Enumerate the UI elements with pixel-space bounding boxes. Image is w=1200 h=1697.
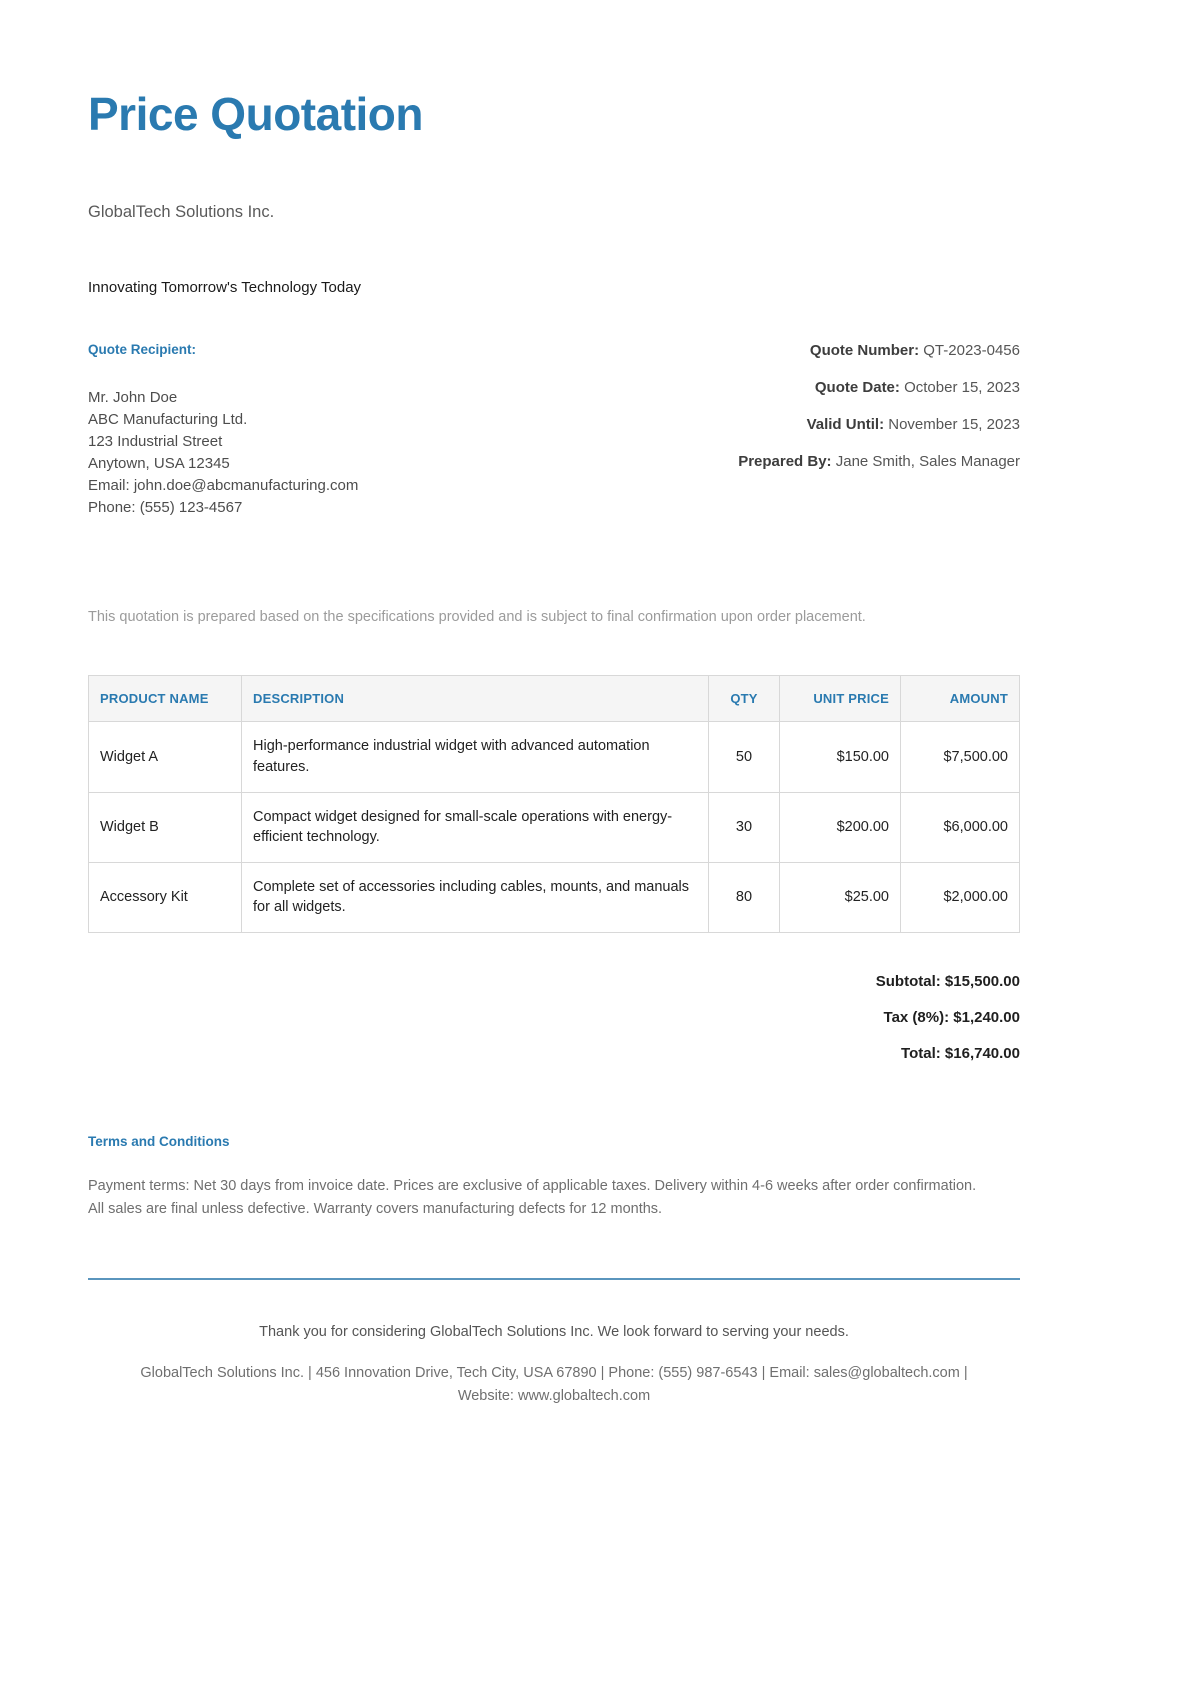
tax-row (88, 1009, 1020, 1026)
quote-number-value: QT-2023-0456 (923, 341, 1020, 359)
cell-description: Compact widget designed for small-scale operations with energy-efficient technology. (242, 792, 709, 862)
grand-total-value: $16,740.00 (944, 1044, 1020, 1062)
cell-unit-price: $200.00 (780, 792, 901, 862)
page-title: Price Quotation (88, 88, 423, 140)
cell-qty: 30 (709, 792, 780, 862)
totals-block (88, 973, 1020, 1062)
prepared-by-value: Jane Smith, Sales Manager (835, 452, 1020, 470)
column-header-qty: QTY (709, 675, 780, 722)
terms-heading: Terms and Conditions (88, 1133, 230, 1149)
valid-until-label: Valid Until: (806, 415, 885, 433)
cell-product-name: Widget A (89, 722, 242, 792)
recipient-city-state-zip: Anytown, USA 12345 (88, 455, 230, 473)
column-header-description: DESCRIPTION (242, 675, 709, 722)
prepared-by-row (604, 453, 1020, 470)
cell-amount: $2,000.00 (901, 862, 1020, 932)
quote-details-block (604, 342, 1020, 470)
intro-note: This quotation is prepared based on the specifications provided and is subject to final confirmation upon order placement. (88, 609, 866, 626)
table-header-row (89, 675, 1020, 722)
recipient-street: 123 Industrial Street (88, 432, 223, 450)
recipient-company: ABC Manufacturing Ltd. (88, 410, 248, 428)
subtotal-value: $15,500.00 (944, 972, 1020, 990)
cell-unit-price: $150.00 (780, 722, 901, 792)
company-tagline: Innovating Tomorrow's Technology Today (88, 278, 362, 296)
column-header-amount: AMOUNT (901, 675, 1020, 722)
grand-total-label: Total: (901, 1044, 941, 1062)
quote-date-label: Quote Date: (814, 378, 900, 396)
cell-description: High-performance industrial widget with advanced automation features. (242, 722, 709, 792)
footer-contact-text: GlobalTech Solutions Inc. | 456 Innovation Drive, Tech City, USA 67890 | Phone: (555) 987-6543 | Email: sales@globaltech.com | Website: www.globaltech.com (140, 1364, 968, 1405)
quote-meta-section (88, 342, 1020, 519)
quote-date-row (604, 379, 1020, 396)
footer-divider (88, 1278, 1020, 1280)
cell-amount: $7,500.00 (901, 722, 1020, 792)
recipient-phone: Phone: (555) 123-4567 (88, 499, 243, 517)
cell-amount: $6,000.00 (901, 792, 1020, 862)
table-row (89, 722, 1020, 792)
cell-qty: 80 (709, 862, 780, 932)
valid-until-row (604, 416, 1020, 433)
grand-total-row (88, 1045, 1020, 1062)
quote-number-row (604, 342, 1020, 359)
quote-date-value: October 15, 2023 (904, 378, 1020, 396)
table-row (89, 792, 1020, 862)
recipient-name: Mr. John Doe (88, 388, 178, 406)
company-name: GlobalTech Solutions Inc. (88, 202, 275, 221)
document-footer (88, 1324, 1020, 1409)
subtotal-row (88, 973, 1020, 990)
column-header-unit-price: UNIT PRICE (780, 675, 901, 722)
cell-unit-price: $25.00 (780, 862, 901, 932)
valid-until-value: November 15, 2023 (888, 415, 1020, 433)
terms-body: Payment terms: Net 30 days from invoice date. Prices are exclusive of applicable taxes. Delivery within 4-6 weeks after order confirmation. All sales are final unless defective. Warranty covers manufacturing defects for 12 months. (88, 1177, 977, 1218)
quote-number-label: Quote Number: (809, 341, 920, 359)
recipient-email: Email: john.doe@abcmanufacturing.com (88, 477, 359, 495)
cell-description: Complete set of accessories including cables, mounts, and manuals for all widgets. (242, 862, 709, 932)
recipient-block (88, 342, 604, 519)
line-items-table (88, 675, 1020, 933)
footer-thanks-text: Thank you for considering GlobalTech Solutions Inc. We look forward to serving your needs. (259, 1323, 849, 1340)
cell-qty: 50 (709, 722, 780, 792)
prepared-by-label: Prepared By: (738, 452, 832, 470)
tax-label: Tax (8%): (883, 1008, 950, 1026)
tax-value: $1,240.00 (953, 1008, 1020, 1026)
recipient-heading: Quote Recipient: (88, 341, 197, 357)
subtotal-label: Subtotal: (875, 972, 941, 990)
table-row (89, 862, 1020, 932)
cell-product-name: Widget B (89, 792, 242, 862)
cell-product-name: Accessory Kit (89, 862, 242, 932)
column-header-product-name: PRODUCT NAME (89, 675, 242, 722)
